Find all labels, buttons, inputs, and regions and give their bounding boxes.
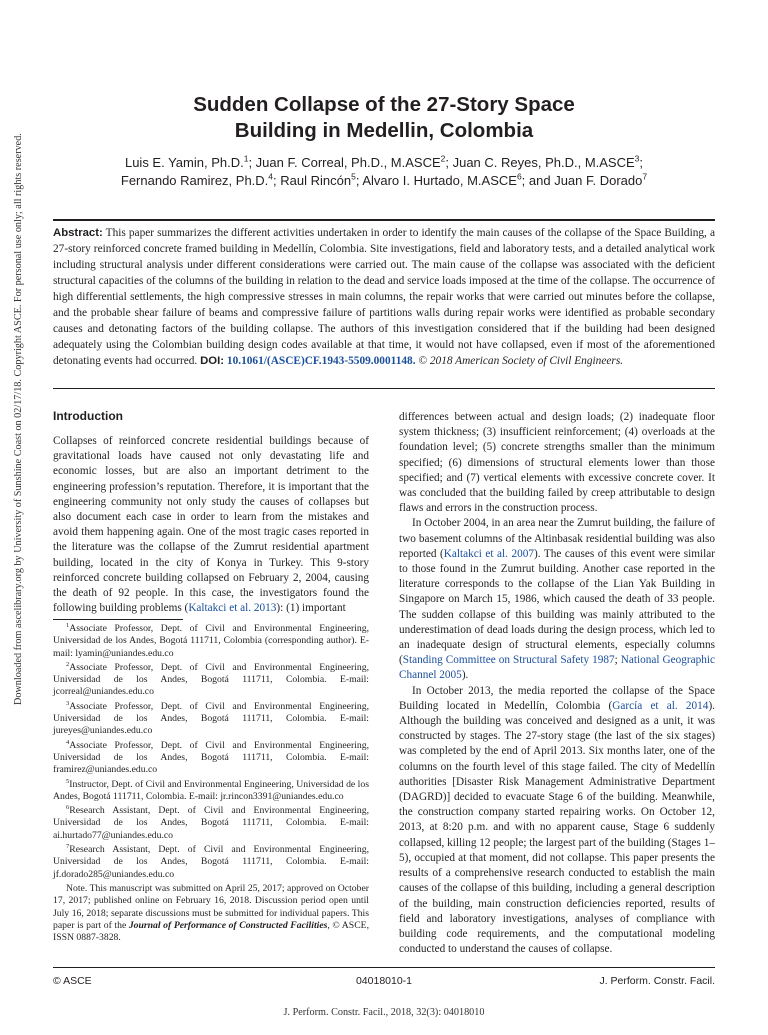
citation-standing-committee-1987[interactable]: Standing Committee on Structural Safety 1987	[402, 654, 615, 667]
intro-paragraph-1	[53, 434, 369, 616]
body-paragraph-space-building	[399, 684, 715, 958]
footnote	[53, 844, 369, 881]
footnote-number: 6	[66, 803, 70, 811]
author-1: Luis E. Yamin, Ph.D.	[124, 155, 244, 170]
footnote-text: Research Assistant, Dept. of Civil and Environmental Engineering, Universidad de los Andes, Bogotá 111711, Colombia. E-mail: ai.hurtado77@uniandes.edu.co	[53, 805, 369, 841]
footnote-text: Associate Professor, Dept. of Civil and Environmental Engineering, Universidad de los Andes, Bogotá 111711, Colombia. E-mail: jcorreal@uniandes.edu.co	[53, 661, 369, 698]
author-6-affil: 6	[516, 171, 522, 182]
p2-text-d: ).	[461, 669, 469, 682]
author-5-affil: 5	[351, 171, 356, 182]
doi-label: DOI:	[200, 355, 225, 367]
footnote	[53, 740, 369, 777]
footnote	[53, 662, 369, 699]
author-1-affil: 1	[243, 153, 249, 164]
author-5: ; Raul Rincón	[273, 173, 352, 188]
citation-garcia-2014[interactable]: García et al. 2014	[612, 699, 709, 712]
footnotes	[53, 623, 369, 946]
note-tail: , © ASCE, ISSN 0887-3828.	[53, 919, 369, 944]
footnote-number: 2	[66, 660, 70, 668]
intro-p1-text: Collapses of reinforced concrete residential buildings because of gravitational loads have caused not only devastating life and economic losses, but are also an important detriment to the engineering profession’s reputation. Therefore, it is important that the engineering community not only study the causes of collapses but also document each case in order to learn from the mistakes and avoid them happening again. One of the most tragic cases reported in the literature was the collapse of the Zumrut residential apartment building, located in the city of Konya in Turkey. This 9-story reinforced concrete building collapsed on February 2, 2004, causing the death of 92 people. In this case, the investigators found the following building problems (	[53, 435, 369, 615]
manuscript-note	[53, 883, 369, 944]
abstract-copyright: © 2018 American Society of Civil Engineers.	[415, 355, 624, 367]
note-text: Note. This manuscript was submitted on April 25, 2017; approved on October 17, 2017; published online on February 16, 2018. Discussion period open until July 16, 2018; separate discussions must be submitted for individual papers. This paper is part of the	[53, 882, 369, 931]
p3-text-b: ). Although the building was conceived and designed as a unit, it was constructed by stages. The 27-story stage (the last of the six stages) was completed by the end of April 2013. Six months later, one of the columns on the fourth level of this stage failed. The city of Medellín authorities [Disaster Risk Management Administrative Department (DAGRD)] decided to evacuate Stage 6 of the building. Meanwhile, the construction company started repairing works. On October 12, 2013, at 8:20 p.m. and with no apparent cause, Stage 6 suddenly collapsed, killing 12 people; the largest part of the building (Stages 1–5), occupied at that moment, did not collapse. This paper presents the results of a comprehensive research conducted to establish the main causes of the collapse of this building, including a general description of the building, main construction deficiencies reported, results of field and laboratory investigations, analyses of compliance with building code requirements, and the computational modeling conducted to understand the causes of collapse.	[399, 699, 715, 956]
citation-kaltakci-2013[interactable]: Kaltakci et al. 2013	[188, 602, 277, 615]
footnote	[53, 623, 369, 660]
citation-kaltakci-2007[interactable]: Kaltakci et al. 2007	[443, 547, 534, 560]
author-7-affil: 7	[642, 171, 648, 182]
p2-text-c: ;	[614, 654, 621, 667]
abstract-top-rule	[53, 219, 715, 221]
footnote-number: 3	[66, 699, 70, 707]
footer-journal: J. Perform. Constr. Facil.	[599, 975, 715, 987]
footer-publisher: © ASCE	[53, 975, 92, 987]
footnote-number: 7	[66, 842, 70, 850]
footnote-number: 1	[66, 621, 70, 629]
author-3-sep: ;	[639, 155, 644, 170]
title-line-2: Building in Medellin, Colombia	[234, 119, 534, 142]
footnote	[53, 805, 369, 842]
p2-text-a: In October 2004, in an area near the Zumrut building, the failure of two basement columns of the Altinbasak residential building was also reported (	[399, 517, 715, 560]
author-4: Fernando Ramirez, Ph.D.	[120, 173, 269, 188]
footnote-text: Associate Professor, Dept. of Civil and Environmental Engineering, Universidad de los Andes, Bogotá 111711, Colombia. E-mail: jureyes@uniandes.edu.co	[53, 700, 369, 737]
download-notice-sidebar	[0, 133, 24, 1035]
author-7: ; and Juan F. Dorado	[521, 173, 643, 188]
doi-link[interactable]: 10.1061/(ASCE)CF.1943-5509.0001148.	[224, 355, 416, 367]
footnote-text: Associate Professor, Dept. of Civil and Environmental Engineering, Universidad de los Andes, Bogotá 111711, Colombia (corresponding author). E-mail: lyamin@uniandes.edu.co	[53, 623, 369, 659]
author-list	[54, 154, 714, 190]
left-column	[53, 408, 369, 616]
download-notice-text: Downloaded from ascelibrary.org by University of Sunshine Coast on 02/17/18. Copyright ASCE. For personal use only; all rights reserved.	[13, 133, 24, 705]
footnote-text: Research Assistant, Dept. of Civil and Environmental Engineering, Universidad de los Andes, Bogotá 111711, Colombia. E-mail: jf.dorado285@uniandes.edu.co	[53, 844, 369, 880]
intro-p1-tail: ): (1) important	[276, 602, 346, 615]
p2-text-b: ). The causes of this event were similar to those found in the Zumrut building. Another case reported in the literature corresponds to the collapse of the Lian Yak Building in Singapore on March 15, 1986, which caused the death of 33 people. The sudden collapse of this building was mainly attributed to the underestimation of dead loads during the design process, which led to an inadequate design of structural elements, especially columns (	[399, 547, 715, 667]
footnote-number: 4	[66, 738, 70, 746]
footnote	[53, 701, 369, 738]
paper-title	[54, 92, 714, 144]
footnote-number: 5	[66, 777, 70, 785]
abstract-label: Abstract:	[53, 227, 103, 239]
footnote	[53, 779, 369, 804]
footnote-text: Associate Professor, Dept. of Civil and Environmental Engineering, Universidad de los Andes, Bogotá 111711, Colombia. E-mail: framirez@uniandes.edu.co	[53, 739, 369, 776]
author-3-affil: 3	[634, 153, 640, 164]
body-paragraph-altinbasak	[399, 516, 715, 683]
footnote-text: Instructor, Dept. of Civil and Environmental Engineering, Universidad de los Andes, Bogotá 111711, Colombia. E-mail: jr.rincon3391@uniandes.edu.co	[53, 778, 369, 802]
title-line-1: Sudden Collapse of the 27-Story Space	[193, 93, 575, 116]
journal-name: Journal of Performance of Constructed Facilities	[128, 919, 328, 931]
abstract-text: This paper summarizes the different activities undertaken in order to identify the main causes of the collapse of the Space Building, a 27-story reinforced concrete framed building in Medellín, Colombia. Site investigations, field and laboratory tests, and a detailed analytical work including structural analysis under different considerations were carried out. The main cause of the collapse was associated with the deficient structural capacities of the columns of the building in relation to the dead and service loads imposed at the time of the collapse. The occurrence of high differential settlements, the high compressive stresses in main columns, the repair works that were carried out minutes before the collapse, and the probable shear failure of beams and compressive failure of partitions walls during repair works were identified as probable secondary causes and detonating factors of the building collapse. The authors of this investigation considered that if the building had been designed adequately using the Colombian building design codes available at that time, it would not have collapsed, even if most of the aforementioned detonating events had occurred.	[53, 227, 715, 367]
author-4-affil: 4	[268, 171, 274, 182]
abstract-bottom-rule	[53, 388, 715, 389]
footer-article-number: 04018010-1	[355, 975, 413, 987]
p3-text-a: In October 2013, the media reported the collapse of the Space Building located in Medellín, Colombia (	[399, 684, 715, 712]
abstract	[53, 225, 715, 369]
footer-rule	[53, 967, 715, 968]
author-2-affil: 2	[440, 153, 446, 164]
body-paragraph-continued: differences between actual and design loads; (2) inadequate floor system thickness; (3) insufficient reinforcement; (4) overloads at the foundation level; (5) concrete strengths smaller than the minimum specified; (6) dimensions of structural elements lower than those specified; and (7) vertical elements with excessive concrete cover. It was concluded that the building failed by creep attributable to design flaws and errors in the construction process.	[399, 411, 715, 515]
author-6: ; Alvaro I. Hurtado, M.ASCE	[355, 173, 517, 188]
right-column	[399, 410, 715, 957]
author-2: ; Juan F. Correal, Ph.D., M.ASCE	[248, 155, 441, 170]
bottom-citation: J. Perform. Constr. Facil., 2018, 32(3): 04018010	[283, 1007, 485, 1018]
citation-national-geographic-2005[interactable]: National Geographic Channel 2005	[399, 654, 715, 682]
author-3: ; Juan C. Reyes, Ph.D., M.ASCE	[445, 155, 635, 170]
section-heading-introduction: Introduction	[53, 409, 123, 423]
footnote-rule	[53, 619, 183, 620]
